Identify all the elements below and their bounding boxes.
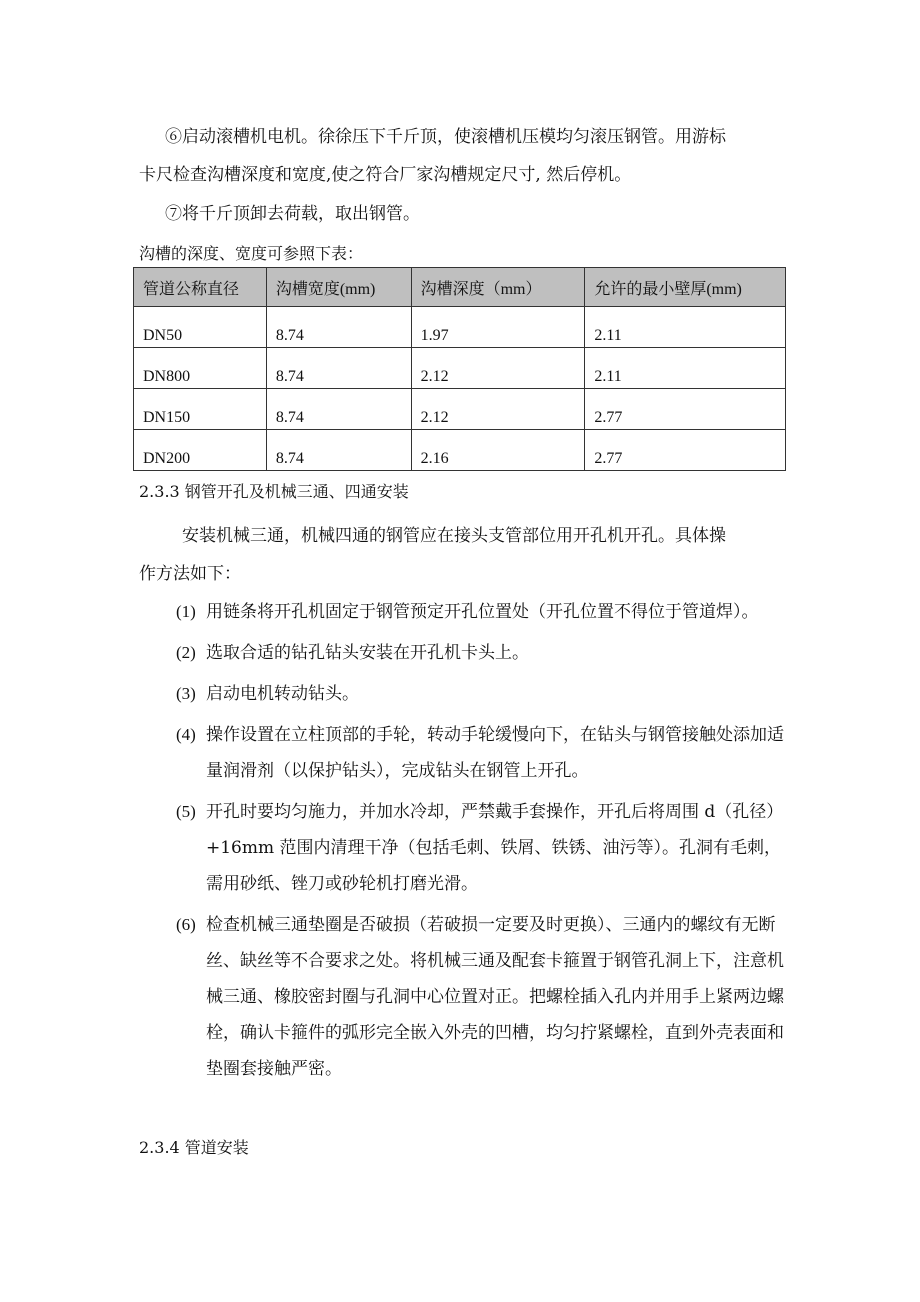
- step-text: 检查机械三通垫圈是否破损（若破损一定要及时更换）、三通内的螺纹有无断丝、缺丝等不合要求之处。将机械三通及配套卡箍置于钢管孔洞上下，注意机械三通、橡胶密封圈与孔洞中心位置对正。把螺栓插入孔内并用手上紧两边螺栓，确认卡箍件的弧形完全嵌入外壳的凹槽，均匀拧紧螺栓，直到外壳表面和垫圈套接触严密。: [206, 915, 784, 1079]
- section-heading-2-3-4: 2.3.4 管道安装: [139, 1138, 249, 1157]
- table-cell: 2.16: [411, 430, 585, 471]
- intro-line: 安装机械三通，机械四通的钢管应在接头支管部位用开孔机开孔。具体操: [182, 526, 726, 546]
- table-cell: 2.77: [585, 430, 786, 471]
- table-row: [134, 348, 786, 389]
- step-text: 开孔时要均匀施力，并加水冷却，严禁戴手套操作，开孔后将周围 d（孔径）+16mm 范围内清理干净（包括毛刺、铁屑、铁锈、油污等）。孔洞有毛刺，需用砂纸、锉刀或砂轮机打磨光滑。: [206, 802, 784, 894]
- step-number: (5): [176, 802, 196, 821]
- header-cell: 允许的最小壁厚(mm): [585, 268, 786, 307]
- table-header-row: [134, 268, 786, 307]
- table-cell: 2.12: [411, 389, 585, 430]
- list-item: [176, 907, 786, 1087]
- step-text: 用链条将开孔机固定于钢管预定开孔位置处（开孔位置不得位于管道焊）。: [206, 602, 759, 622]
- table-cell: DN200: [134, 430, 267, 471]
- table-cell: 8.74: [266, 430, 411, 471]
- table-cell: DN50: [134, 307, 267, 348]
- step-number: (1): [176, 602, 196, 621]
- procedure-steps: [176, 594, 786, 1092]
- step-number: (4): [176, 725, 196, 744]
- table-cell: 2.11: [585, 348, 786, 389]
- table-row: [134, 430, 786, 471]
- table-cell: 8.74: [266, 348, 411, 389]
- step-number: (3): [176, 684, 196, 703]
- paragraph-line: 卡尺检查沟槽深度和宽度,使之符合厂家沟槽规定尺寸, 然后停机。: [139, 165, 632, 185]
- step-number: (6): [176, 915, 196, 934]
- table-cell: DN800: [134, 348, 267, 389]
- table-row: [134, 307, 786, 348]
- step-text: 选取合适的钻孔钻头安装在开孔机卡头上。: [206, 643, 529, 663]
- list-item: [176, 794, 786, 902]
- section-intro: [139, 517, 779, 593]
- table-row: [134, 389, 786, 430]
- paragraph-step-7: ⑦将千斤顶卸去荷载，取出钢管。: [165, 204, 420, 224]
- table-cell: 2.12: [411, 348, 585, 389]
- section-heading-2-3-3: 2.3.3 钢管开孔及机械三通、四通安装: [139, 482, 409, 501]
- intro-line: 作方法如下：: [139, 564, 241, 584]
- header-cell: 沟槽宽度(mm): [266, 268, 411, 307]
- paragraph-line: ⑥启动滚槽机电机。徐徐压下千斤顶，使滚槽机压模均匀滚压钢管。用游标: [165, 127, 726, 147]
- table-cell: 1.97: [411, 307, 585, 348]
- list-item: [176, 717, 786, 789]
- table-cell: 2.77: [585, 389, 786, 430]
- list-item: [176, 594, 786, 630]
- list-item: [176, 676, 786, 712]
- step-text: 启动电机转动钻头。: [206, 684, 359, 704]
- paragraph-step-6: [139, 118, 779, 194]
- table-cell: DN150: [134, 389, 267, 430]
- step-number: (2): [176, 643, 196, 662]
- table-cell: 8.74: [266, 307, 411, 348]
- header-cell: 管道公称直径: [134, 268, 267, 307]
- table-cell: 8.74: [266, 389, 411, 430]
- groove-spec-table: [133, 267, 786, 471]
- step-text: 操作设置在立柱顶部的手轮，转动手轮缓慢向下，在钻头与钢管接触处添加适量润滑剂（以保护钻头），完成钻头在钢管上开孔。: [206, 725, 784, 781]
- header-cell: 沟槽深度（mm）: [411, 268, 585, 307]
- table-cell: 2.11: [585, 307, 786, 348]
- table-caption: 沟槽的深度、宽度可参照下表：: [139, 244, 364, 263]
- list-item: [176, 635, 786, 671]
